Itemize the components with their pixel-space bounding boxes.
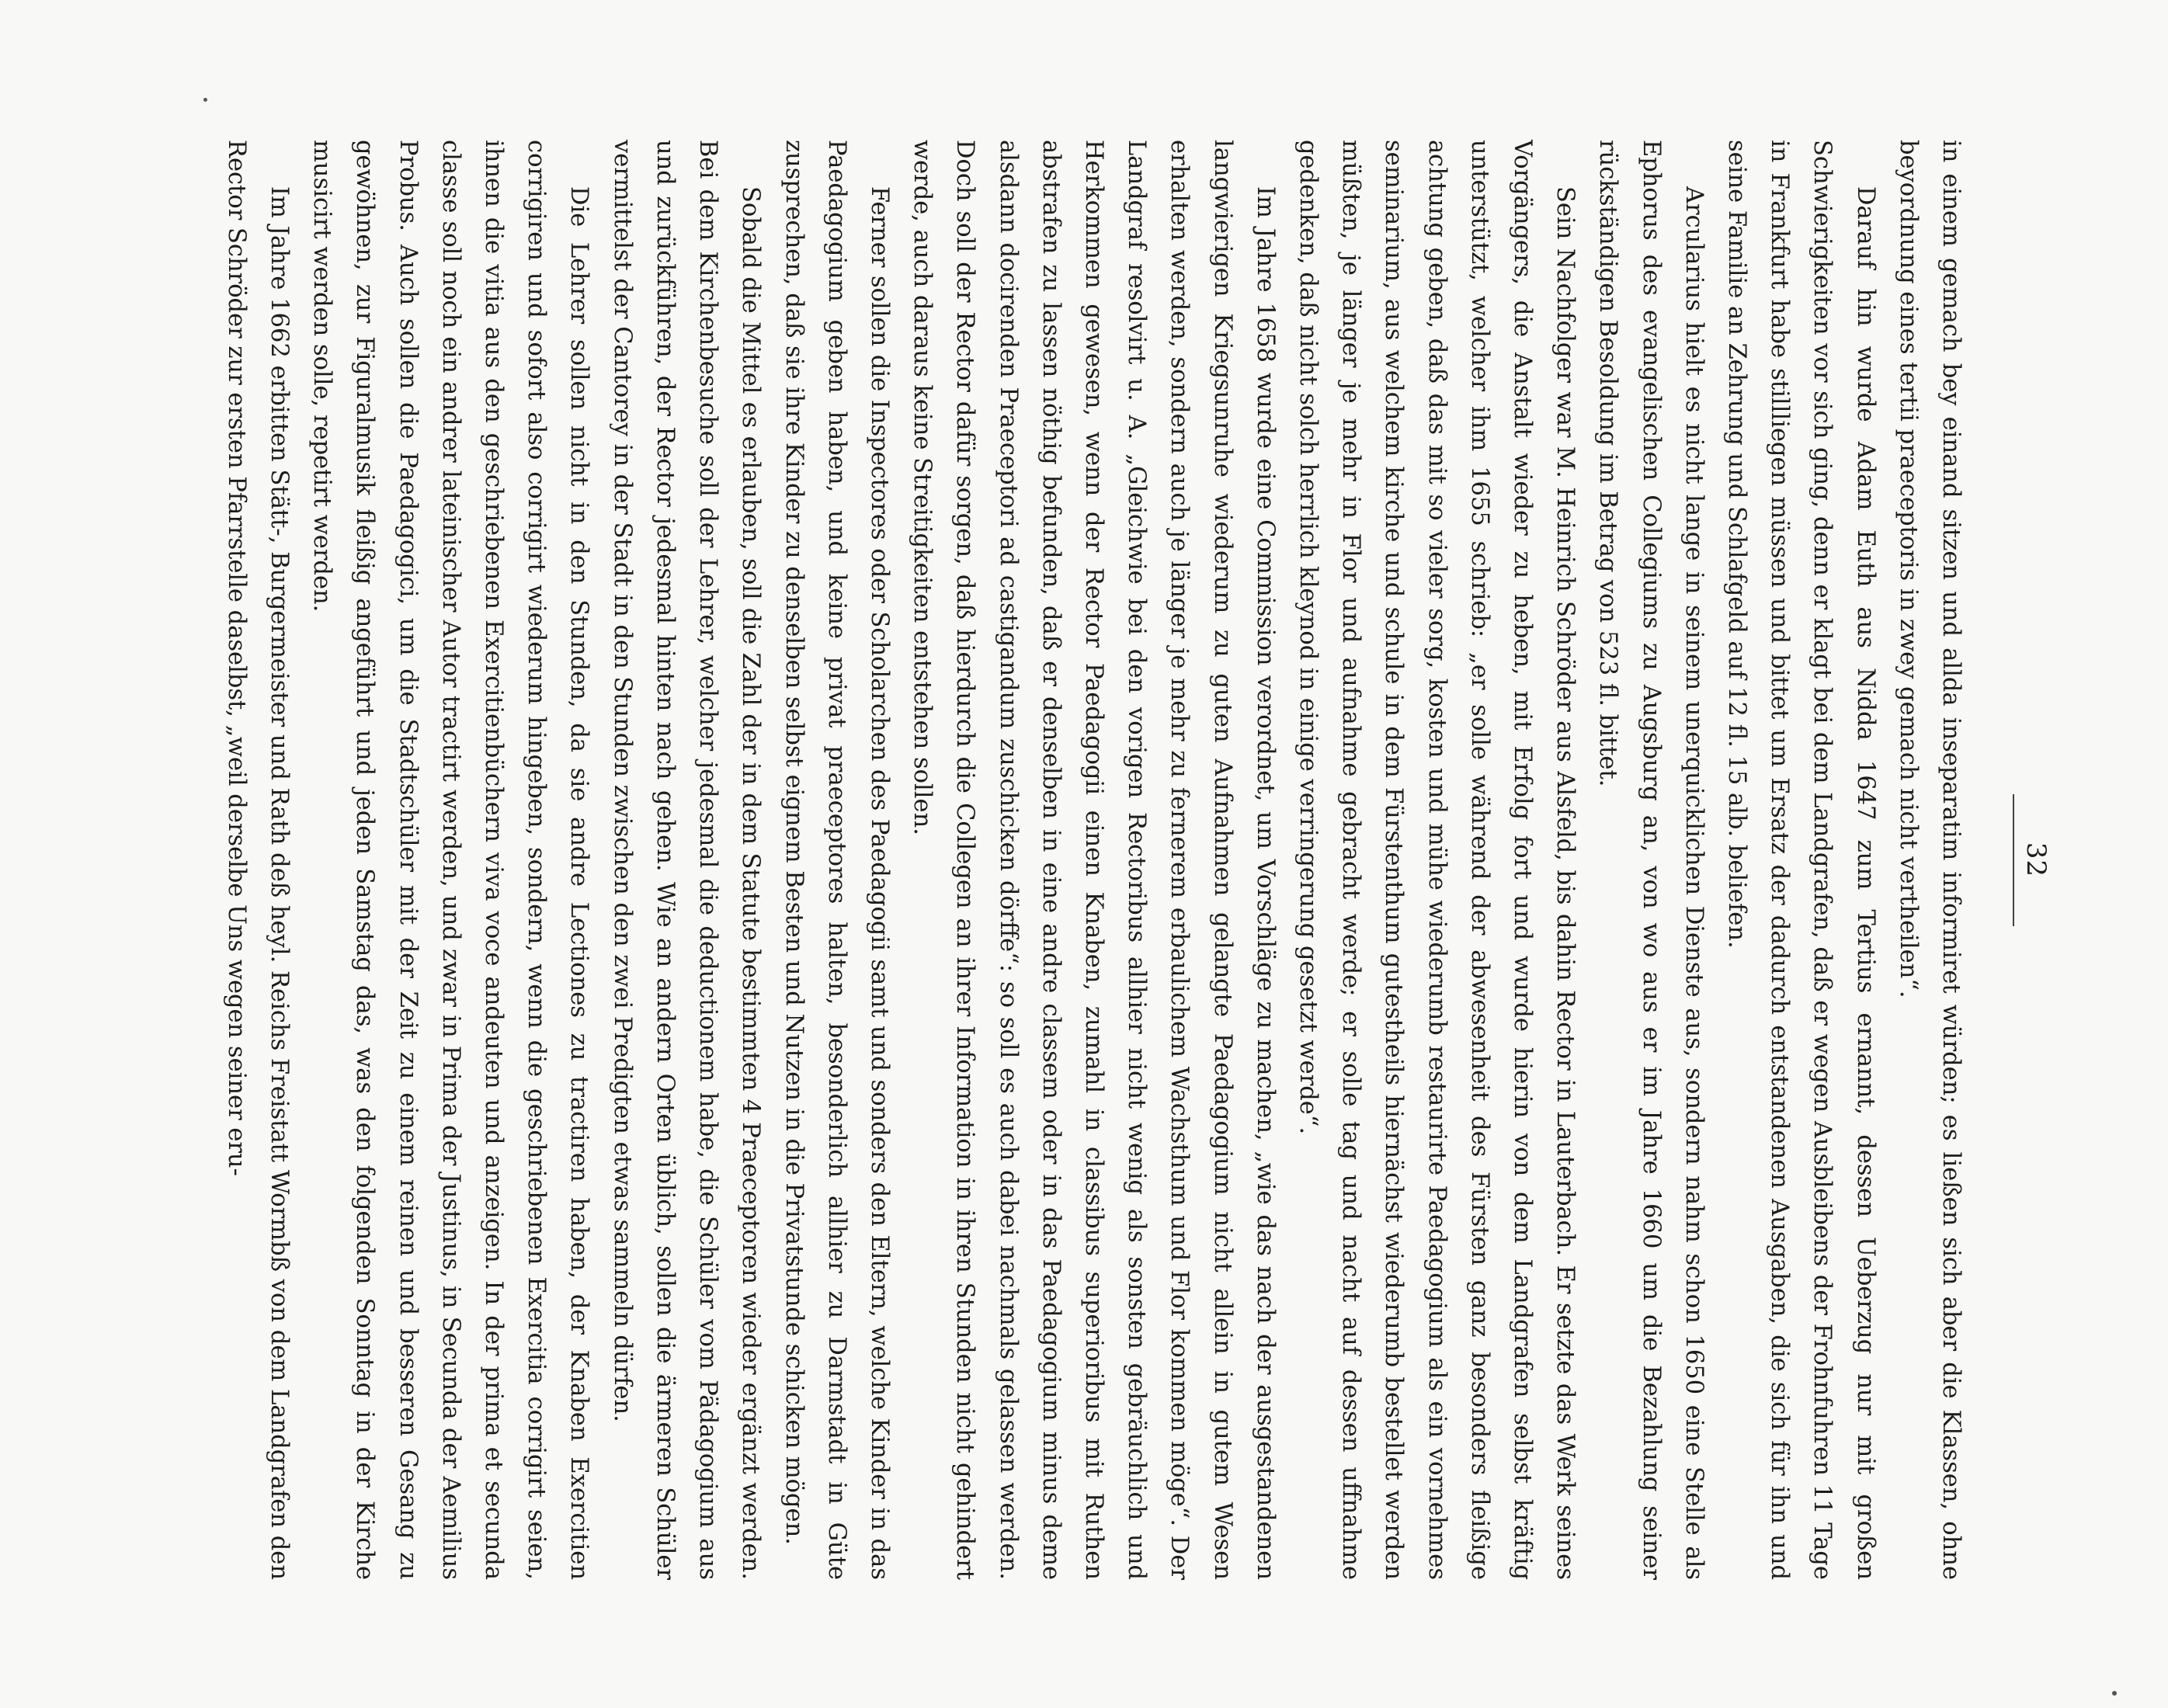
body-text bbox=[215, 140, 1972, 1580]
page-number: 32 bbox=[2020, 842, 2052, 878]
paragraph: Im Jahre 1658 wurde eine Commission verordnet, um Vorschläge zu machen, „wie das nach der ausgestandenen langwierigen Kriegsunruhe wiederum zu guten Aufnahmen gelangte Paedagogium nicht allein in gutem Wesen erhalten werden, sondern auch je länger je mehr zu fernerem erbaulichem Wachsthum und Flor kommen möge“. Der Landgraf resolvirt u. A. „Gleichwie bei den vorigen Rectoribus allhier nicht wenig als sonsten gebräuchlich und Herkommen gewesen, wenn der Rector Paedagogii einen Knaben, zumahl in classibus superioribus mit Ruthen abstrafen zu lassen nöthig befunden, daß er denselben in eine andre classem oder in das Paedagogium minus deme alsdann docirenden Praeceptori ad castigandum zuschicken dörffe“: so soll es auch dabei nachmals gelassen werden. Doch soll der Rector dafür sorgen, daß hierdurch die Collegen an ihrer Information in ihren Stunden nicht gehindert werde, auch daraus keine Streitigkeiten entstehen sollen. bbox=[909, 140, 1279, 1580]
paragraph: Arcularius hielt es nicht lange in seinem unerquicklichen Dienste aus, sondern nahm schon 1650 eine Stelle als Ephorus des evangelischen Collegiums zu Augsburg an, von wo aus er im Jahre 1660 um die Bezahlung seiner rückständigen Besoldung im Betrag von 523 fl. bittet. bbox=[1594, 140, 1708, 1580]
paragraph: Die Lehrer sollen nicht in den Stunden, da sie andre Lectiones zu tractiren haben, der Knaben Exercitien corrigiren und sofort also corrigirt wiederum hingeben, sondern, wenn die geschriebenen Exercitia corrigirt seien, ihnen die vitia aus den geschriebenen Exercitienbüchern viva voce andeuten und anzeigen. In der prima et secunda classe soll noch ein andrer lateinischer Autor tractirt werden, und zwar in Prima der Justinus, in Secunda der Aemilius Probus. Auch sollen die Paedagogici, um die Stadtschüler mit der Zeit zu einem reinen und besseren Gesang zu gewöhnen, zur Figuralmusik fleißig angeführt und jeden Samstag das, was den folgenden Sonntag in der Kirche musicirt werden solle, repetirt werden. bbox=[308, 140, 593, 1580]
paragraph: Darauf hin wurde Adam Euth aus Nidda 1647 zum Tertius ernannt, dessen Ueberzug nur mit großen Schwierigkeiten vor sich ging, denn er klagt bei dem Landgrafen, daß er wegen Ausbleibens der Frohnfuhren 11 Tage in Frankfurt habe stillliegen müssen und bittet um Ersatz der dadurch entstandenen Ausgaben, die sich für ihn und seine Familie an Zehrung und Schlafgeld auf 12 fl. 15 alb. beliefen. bbox=[1722, 140, 1879, 1580]
page-number-rule bbox=[2013, 794, 2014, 926]
paragraph: Sein Nachfolger war M. Heinrich Schröder aus Alsfeld, bis dahin Rector in Lauterbach. Er setzte das Werk seines Vorgängers, die Anstalt wieder zu heben, mit Erfolg fort und wurde hierin von dem Landgrafen selbst kräftig unterstützt, welcher ihm 1655 schrieb: „er solle während der abwesenheit des Fürsten ganz besonders fleißige achtung geben, daß das mit so vieler sorg, kosten und mühe wiederumb restaurirte Paedagogium als ein vornehmes seminarium, aus welchem kirche und schule in dem Fürstenthum gutestheils hiernächst wiederumb bestellet werden müßten, je länger je mehr in Flor und aufnahme gebracht werde; er solle tag und nacht auf dessen uffnahme gedenken, daß nicht solch herrlich kleynod in einige verringerung gesetzt werde“. bbox=[1294, 140, 1579, 1580]
paragraph: Sobald die Mittel es erlauben, soll die Zahl der in dem Statute bestimmten 4 Praeceptoren wieder ergänzt werden. Bei dem Kirchenbesuche soll der Lehrer, welcher jedesmal die deductionem habe, die Schüler vom Pädagogium aus und zurückführen, der Rector jedesmal hinten nach gehen. Wie an andern Orten üblich, sollen die ärmeren Schüler vermittelst der Cantorey in der Stadt in den Stunden zwischen den zwei Predigten etwas sammeln dürfen. bbox=[608, 140, 765, 1580]
paragraph: Ferner sollen die Inspectores oder Scholarchen des Paedagogii samt und sonders den Eltern, welche Kinder in das Paedagogium geben haben, und keine privat praeceptores halten, besonderlich allhier zu Darmstadt in Güte zusprechen, daß sie ihre Kinder zu denselben selbst eignem Besten und Nutzen in die Privatstunde schicken mögen. bbox=[780, 140, 893, 1580]
scan-speck bbox=[2112, 1691, 2117, 1696]
paragraph: in einem gemach bey einand sitzen und allda inseparatim informiret würden; es ließen sich aber die Klassen, ohne beyordnung eines tertii praeceptoris in zwey gemach nicht vertheilen“. bbox=[1894, 140, 1965, 1580]
paragraph: Im Jahre 1662 erbitten Stätt-, Burgermeister und Rath deß heyl. Reichs Freistatt Wormbß von dem Landgrafen den Rector Schröder zur ersten Pfarrstelle daselbst, „weil derselbe Uns wegen seiner eru- bbox=[222, 140, 294, 1580]
scan-speck bbox=[203, 98, 207, 102]
